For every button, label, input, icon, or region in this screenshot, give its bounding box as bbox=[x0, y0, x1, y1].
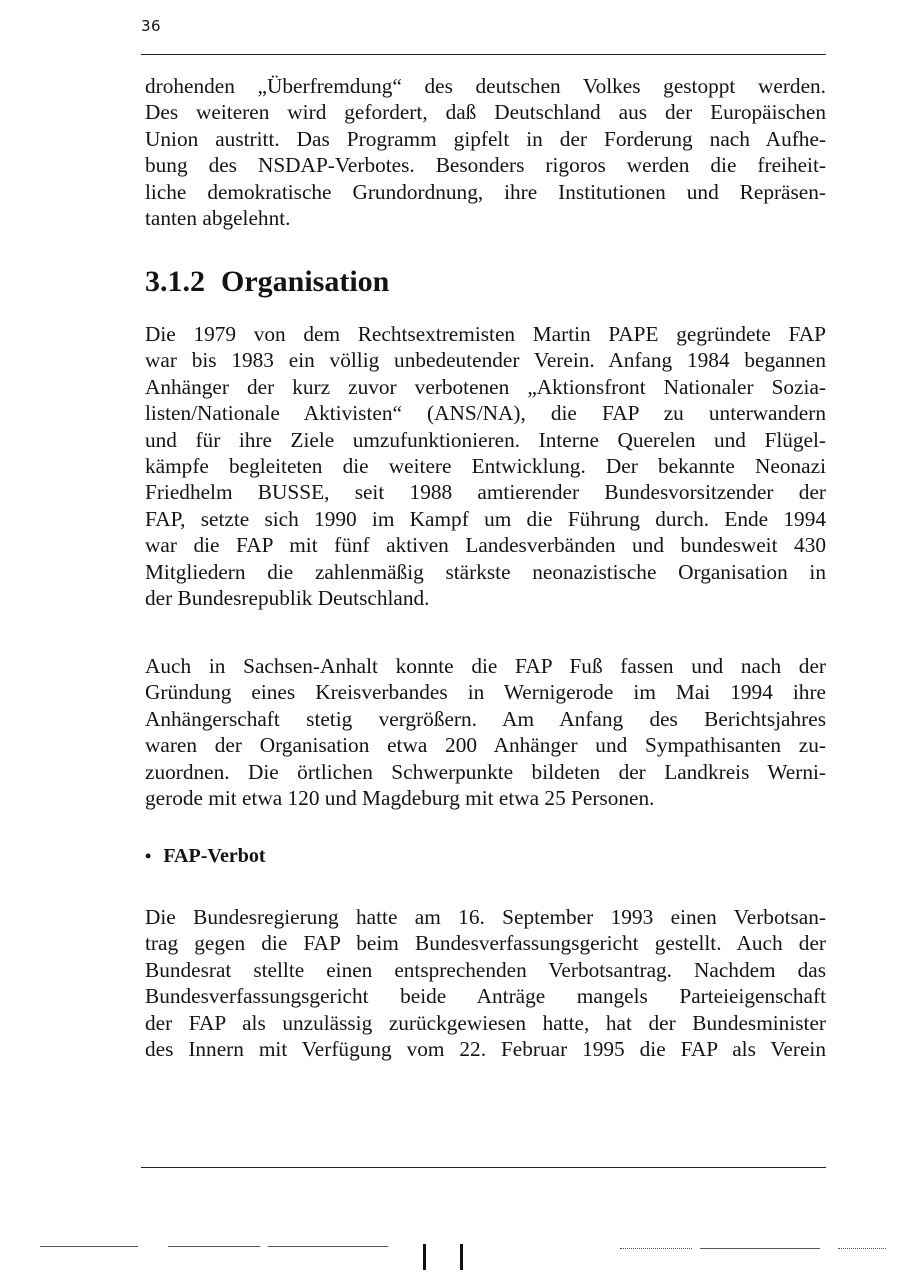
text-line: liche demokratische Grundordnung, ihre Institutionen und Repräsen- bbox=[145, 179, 826, 204]
text-line: Bundesverfassungsgericht beide Anträge mangels Parteieigenschaft bbox=[145, 984, 826, 1009]
text-line: Union austritt. Das Programm gipfelt in der Forderung nach Aufhe- bbox=[145, 126, 826, 151]
scan-artifact-bar bbox=[423, 1244, 426, 1270]
text-line: des Innern mit Verfügung vom 22. Februar 1995 die FAP als Verein bbox=[145, 1037, 826, 1062]
text-line: gerode mit etwa 120 und Magdeburg mit etwa 25 Personen. bbox=[145, 786, 655, 811]
bullet-icon: • bbox=[145, 846, 152, 866]
text-line: war bis 1983 ein völlig unbedeutender Verein. Anfang 1984 begannen bbox=[145, 348, 826, 373]
scan-artifact-line bbox=[620, 1248, 692, 1249]
text-line: tanten abgelehnt. bbox=[145, 206, 291, 231]
text-line: waren der Organisation etwa 200 Anhänger und Sympathisanten zu- bbox=[145, 733, 826, 758]
text-line: und für ihre Ziele umzufunktionieren. Interne Querelen und Flügel- bbox=[145, 427, 826, 452]
text-line: Die Bundesregierung hatte am 16. September 1993 einen Verbotsan- bbox=[145, 905, 826, 929]
subheading-title: FAP-Verbot bbox=[163, 845, 266, 867]
text-line: Mitgliedern die zahlenmäßig stärkste neonazistische Organisation in bbox=[145, 559, 826, 584]
section-number: 3.1.2 bbox=[145, 265, 205, 298]
text-line: Auch in Sachsen-Anhalt konnte die FAP Fuß fassen und nach der bbox=[145, 654, 826, 678]
subheading-fap-verbot bbox=[145, 843, 266, 869]
text-line: zuordnen. Die örtlichen Schwerpunkte bildeten der Landkreis Werni- bbox=[145, 759, 826, 784]
text-line: war die FAP mit fünf aktiven Landesverbänden und bundesweit 430 bbox=[145, 533, 826, 558]
text-line: trag gegen die FAP beim Bundesverfassungsgericht gestellt. Auch der bbox=[145, 931, 826, 956]
scan-artifact-line bbox=[268, 1246, 388, 1247]
scan-artifact-line bbox=[40, 1246, 138, 1247]
paragraph-intro bbox=[145, 73, 826, 231]
section-heading bbox=[145, 262, 389, 302]
scan-artifact-bar bbox=[460, 1244, 463, 1270]
page-number: 36 bbox=[141, 17, 162, 35]
scan-artifact-line bbox=[168, 1246, 260, 1247]
text-line: Friedhelm BUSSE, seit 1988 amtierender Bundesvorsitzender der bbox=[145, 480, 826, 505]
text-line: Des weiteren wird gefordert, daß Deutschland aus der Europäischen bbox=[145, 100, 826, 125]
text-line: Anhänger der kurz zuvor verbotenen „Aktionsfront Nationaler Sozia- bbox=[145, 374, 826, 399]
text-line: FAP, setzte sich 1990 im Kampf um die Führung durch. Ende 1994 bbox=[145, 506, 826, 531]
text-line: Die 1979 von dem Rechtsextremisten Martin PAPE gegründete FAP bbox=[145, 322, 826, 346]
text-line: bung des NSDAP-Verbotes. Besonders rigoros werden die freiheit- bbox=[145, 153, 826, 178]
text-line: Bundesrat stellte einen entsprechenden Verbotsantrag. Nachdem das bbox=[145, 957, 826, 982]
text-line: Gründung eines Kreisverbandes in Wernigerode im Mai 1994 ihre bbox=[145, 680, 826, 705]
scan-artifact-line bbox=[838, 1248, 886, 1249]
header-rule bbox=[141, 54, 826, 55]
section-title: Organisation bbox=[221, 265, 390, 298]
footer-rule bbox=[141, 1167, 826, 1168]
text-line: der Bundesrepublik Deutschland. bbox=[145, 586, 430, 611]
text-line: Anhängerschaft stetig vergrößern. Am Anfang des Berichtsjahres bbox=[145, 706, 826, 731]
text-line: der FAP als unzulässig zurückgewiesen hatte, hat der Bundesminister bbox=[145, 1010, 826, 1035]
paragraph-organisation bbox=[145, 321, 826, 611]
scan-artifact-line bbox=[700, 1248, 820, 1249]
text-line: kämpfe begleiteten die weitere Entwicklung. Der bekannte Neonazi bbox=[145, 454, 826, 479]
text-line: drohenden „Überfremdung“ des deutschen Volkes gestoppt werden. bbox=[145, 74, 826, 98]
paragraph-sachsen-anhalt bbox=[145, 653, 826, 811]
paragraph-verbot bbox=[145, 904, 826, 1062]
text-line: listen/Nationale Aktivisten“ (ANS/NA), die FAP zu unterwandern bbox=[145, 401, 826, 426]
